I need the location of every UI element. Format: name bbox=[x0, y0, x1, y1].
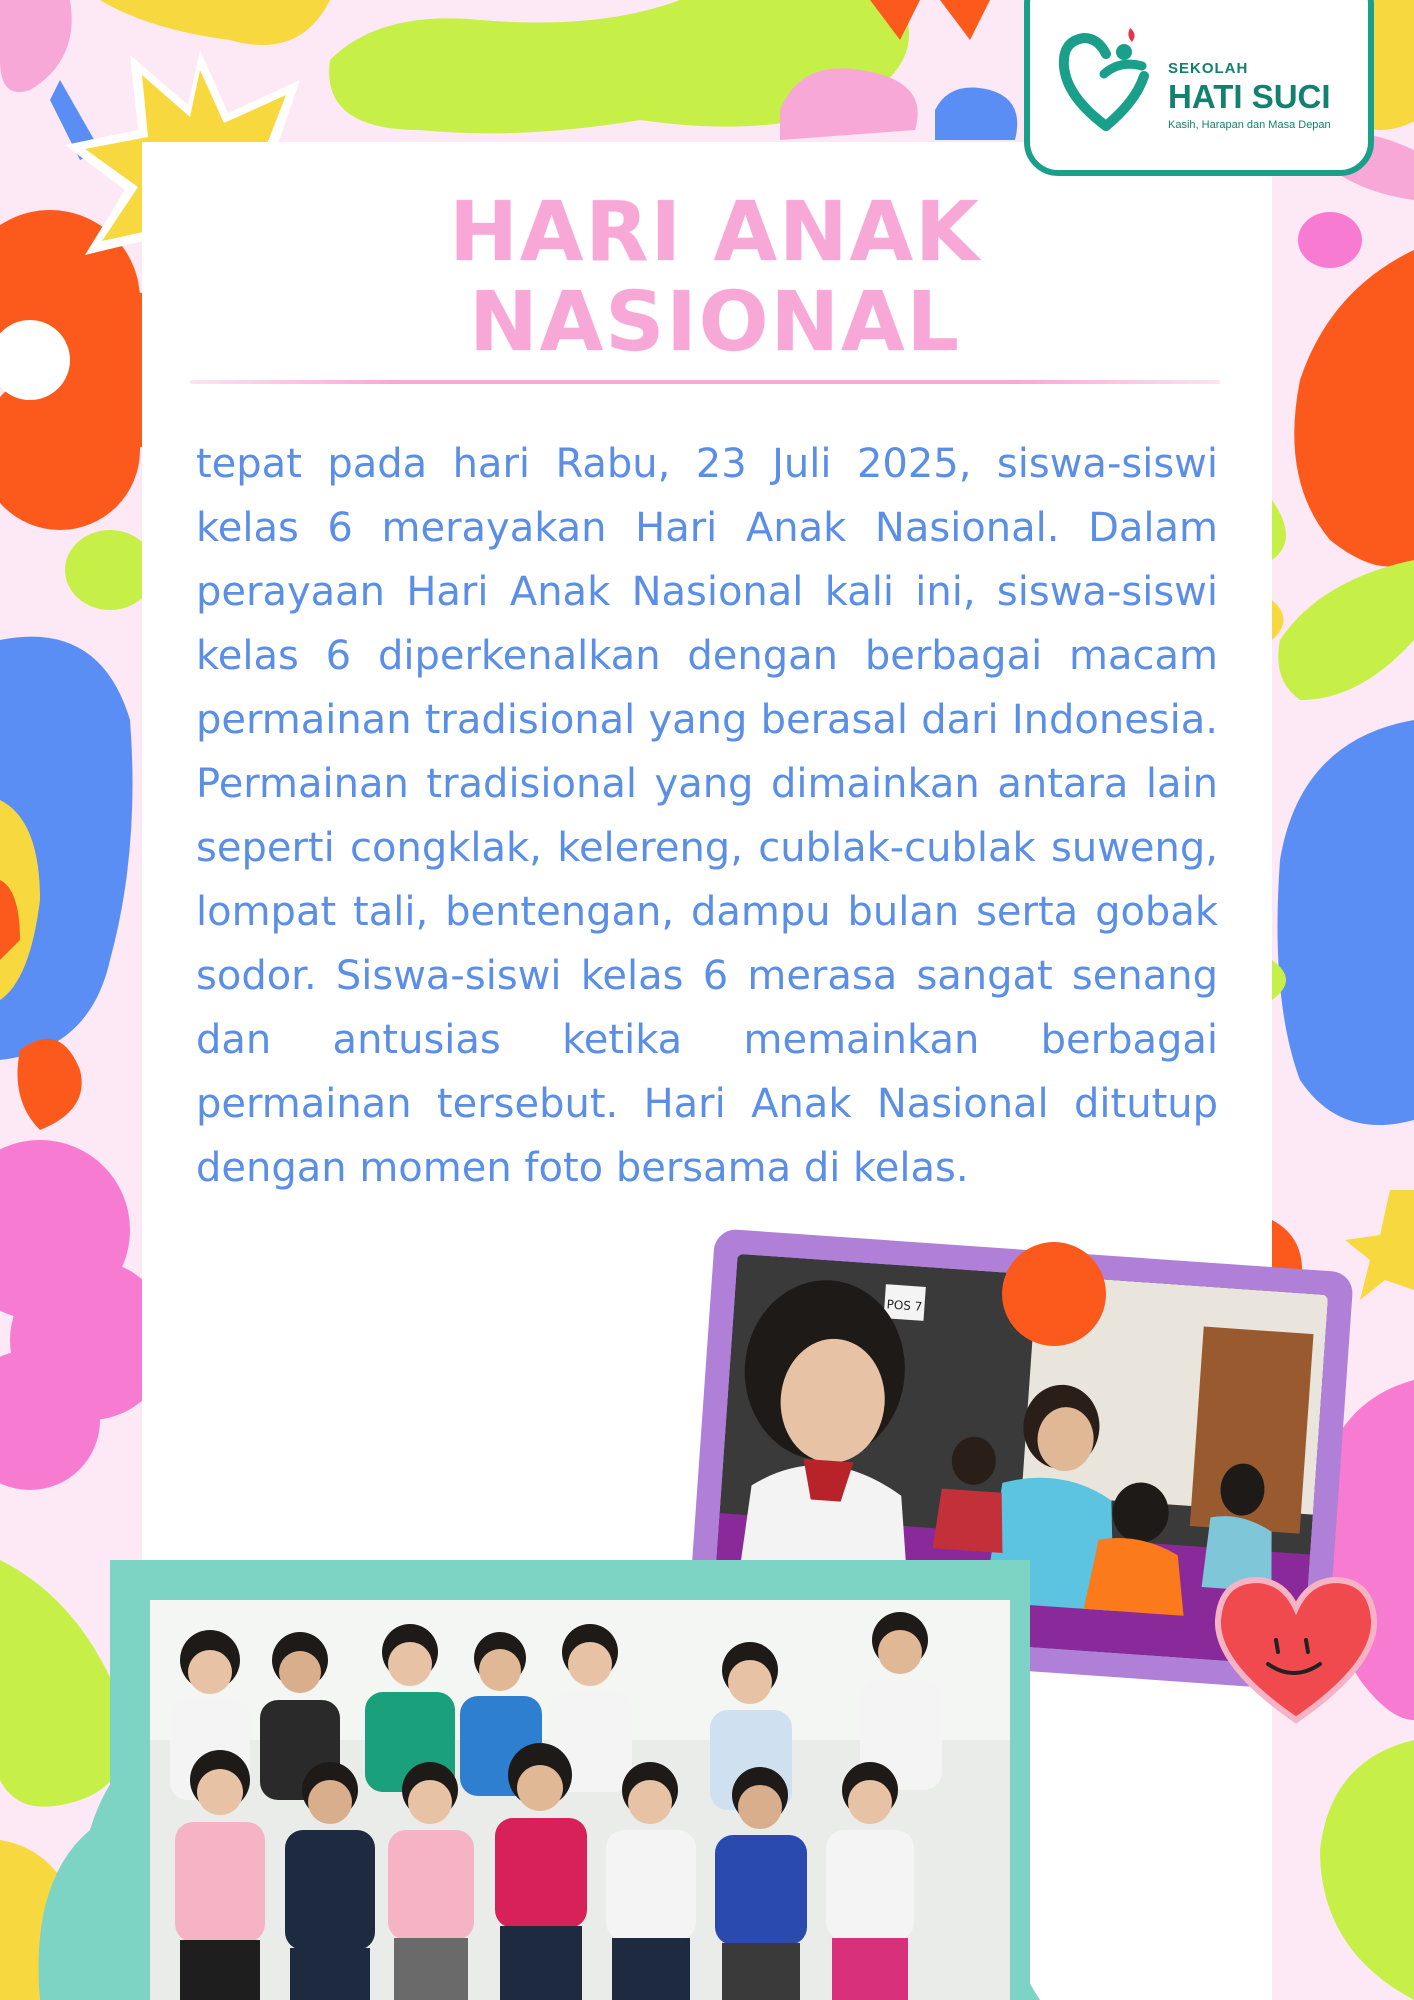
group-photo bbox=[110, 1560, 1030, 2000]
title-divider bbox=[190, 380, 1220, 384]
title-line-1: HARI ANAK bbox=[449, 185, 981, 280]
orange-dot-sticker bbox=[1002, 1242, 1106, 1346]
page-title bbox=[300, 185, 1130, 370]
article-paragraph: tepat pada hari Rabu, 23 Juli 2025, siswa-siswi kelas 6 merayakan Hari Anak Nasional. Dalam perayaan Hari Anak Nasional kali ini, siswa-siswi kelas 6 diperkenalkan dengan berbagai macam permainan tradisional yang berasal dari Indonesia. Permainan tradisional yang dimainkan antara lain seperti congklak, kelereng, cublak-cublak suweng, lompat tali, bentengan, dampu bulan serta gobak sodor. Siswa-siswi kelas 6 merasa sangat senang dan antusias ketika memainkan berbagai permainan tersebut. Hari Anak Nasional ditutup dengan momen foto bersama di kelas. bbox=[196, 441, 1218, 1191]
school-logo bbox=[1024, 0, 1374, 176]
group-photo-area bbox=[0, 1500, 1060, 2000]
group-photo-illustration bbox=[110, 1560, 1030, 2000]
heart-person-logo-icon bbox=[1056, 26, 1156, 136]
logo-tagline: Kasih, Harapan dan Masa Depan bbox=[1168, 119, 1331, 131]
logo-school-name: HATI SUCI bbox=[1168, 78, 1331, 115]
title-line-2: NASIONAL bbox=[469, 275, 961, 370]
photo-sign-text: POS 7 bbox=[886, 1297, 923, 1314]
logo-school-label: SEKOLAH bbox=[1168, 60, 1249, 77]
smiling-heart-icon bbox=[1206, 1570, 1386, 1730]
